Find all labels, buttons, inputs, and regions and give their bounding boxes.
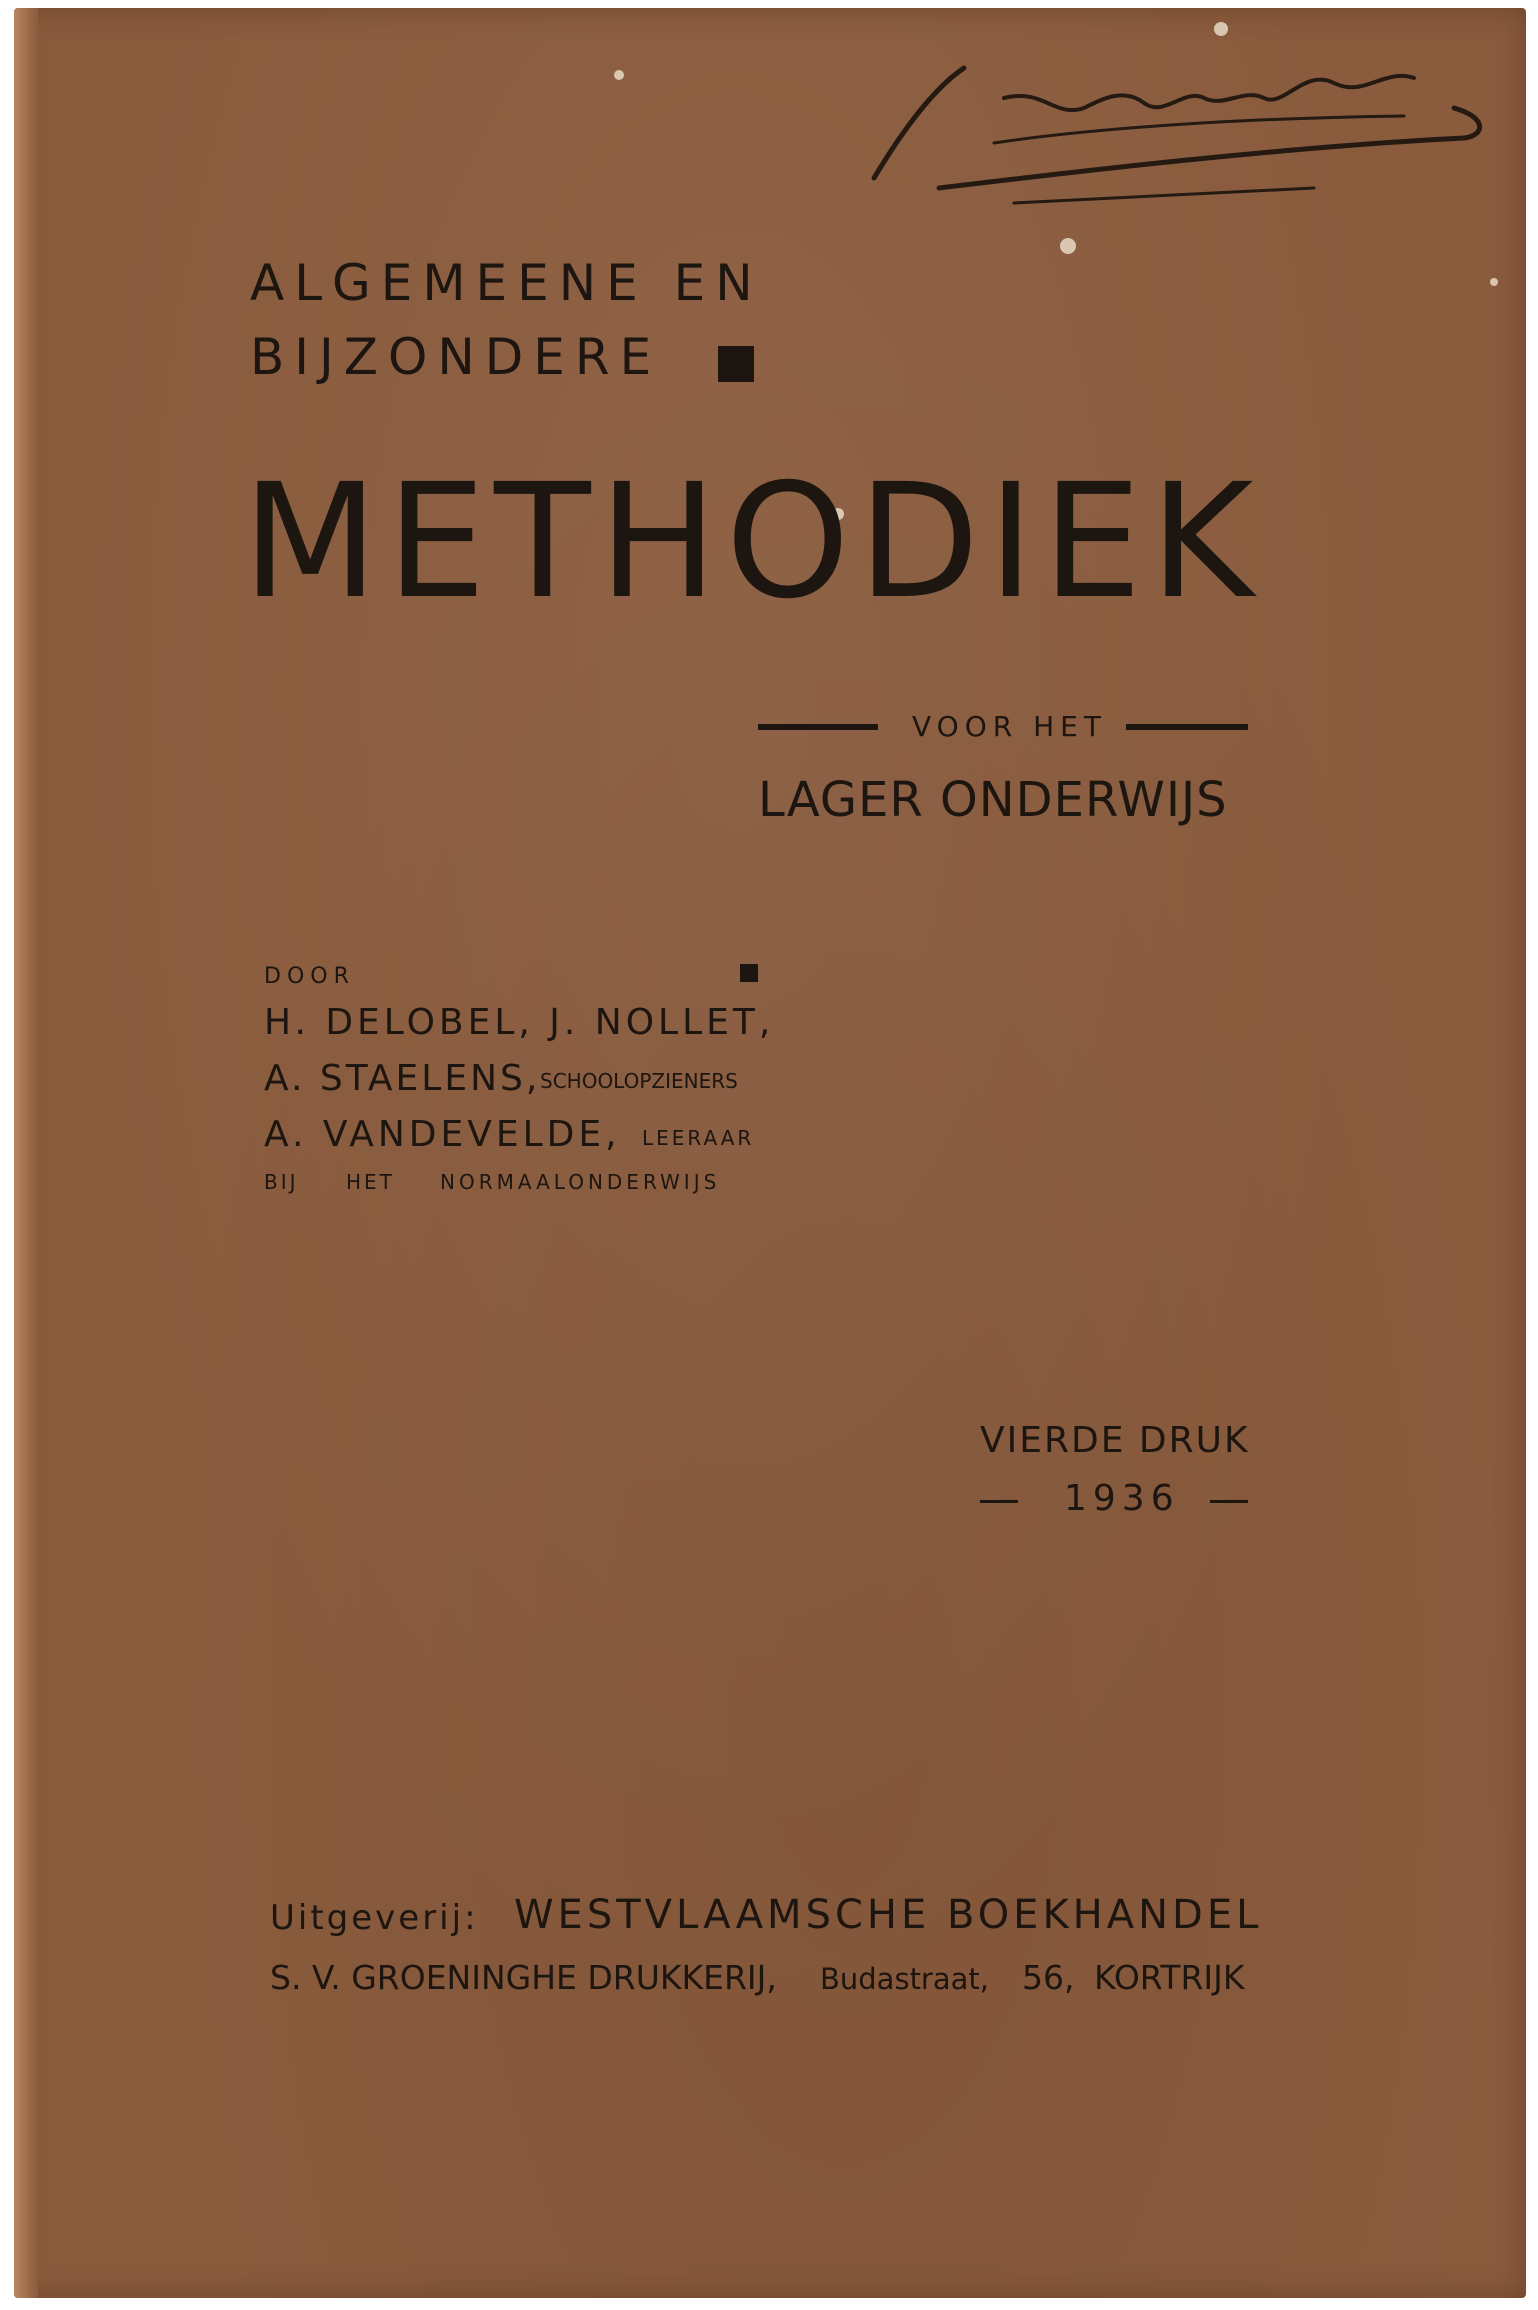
title-top-line-2: BIJZONDERE	[250, 328, 662, 386]
square-ornament-small	[740, 964, 758, 982]
title-top-line-1: ALGEMEENE EN	[250, 254, 763, 312]
author-role-leeraar: LEERAAR	[642, 1126, 755, 1150]
audience-label: LAGER ONDERWIJS	[758, 772, 1228, 828]
paper-speck	[1214, 22, 1228, 36]
publication-year: 1936	[1064, 1478, 1180, 1519]
author-role-schoolopzieners: SCHOOLOPZIENERS	[540, 1069, 738, 1093]
book-title: METHODIEK	[242, 450, 1262, 634]
authors-line-4-bij: BIJ	[264, 1170, 299, 1194]
author-vandevelde: A. VANDEVELDE,	[264, 1114, 621, 1155]
rule-left	[758, 724, 878, 730]
book-cover	[14, 8, 1526, 2298]
authors-line-4-het: HET	[346, 1170, 395, 1194]
rule-right	[1126, 724, 1248, 730]
door-label: DOOR	[264, 964, 355, 989]
authors-line-4-normaalonderwijs: NORMAALONDERWIJS	[440, 1170, 721, 1194]
authors-line-1: H. DELOBEL, J. NOLLET,	[264, 1002, 775, 1043]
paper-speck	[1490, 278, 1498, 286]
year-dash-left	[980, 1500, 1018, 1503]
author-staelens: A. STAELENS,	[264, 1058, 541, 1099]
printer-street: Budastraat,	[820, 1962, 989, 1996]
paper-speck	[1060, 238, 1076, 254]
square-ornament	[718, 346, 754, 382]
printer-street-number: 56,	[1022, 1958, 1075, 1997]
book-spine	[14, 8, 38, 2298]
paper-speck	[614, 70, 624, 80]
publisher-name: WESTVLAAMSCHE BOEKHANDEL	[514, 1892, 1263, 1938]
year-dash-right	[1210, 1500, 1248, 1503]
publisher-label: Uitgeverij:	[270, 1898, 479, 1938]
handwritten-signature	[844, 28, 1504, 218]
voor-het-label: VOOR HET	[912, 710, 1107, 743]
printer-name: S. V. GROENINGHE DRUKKERIJ,	[270, 1958, 777, 1997]
edition-label: VIERDE DRUK	[980, 1420, 1250, 1461]
printer-city: KORTRIJK	[1094, 1958, 1245, 1997]
